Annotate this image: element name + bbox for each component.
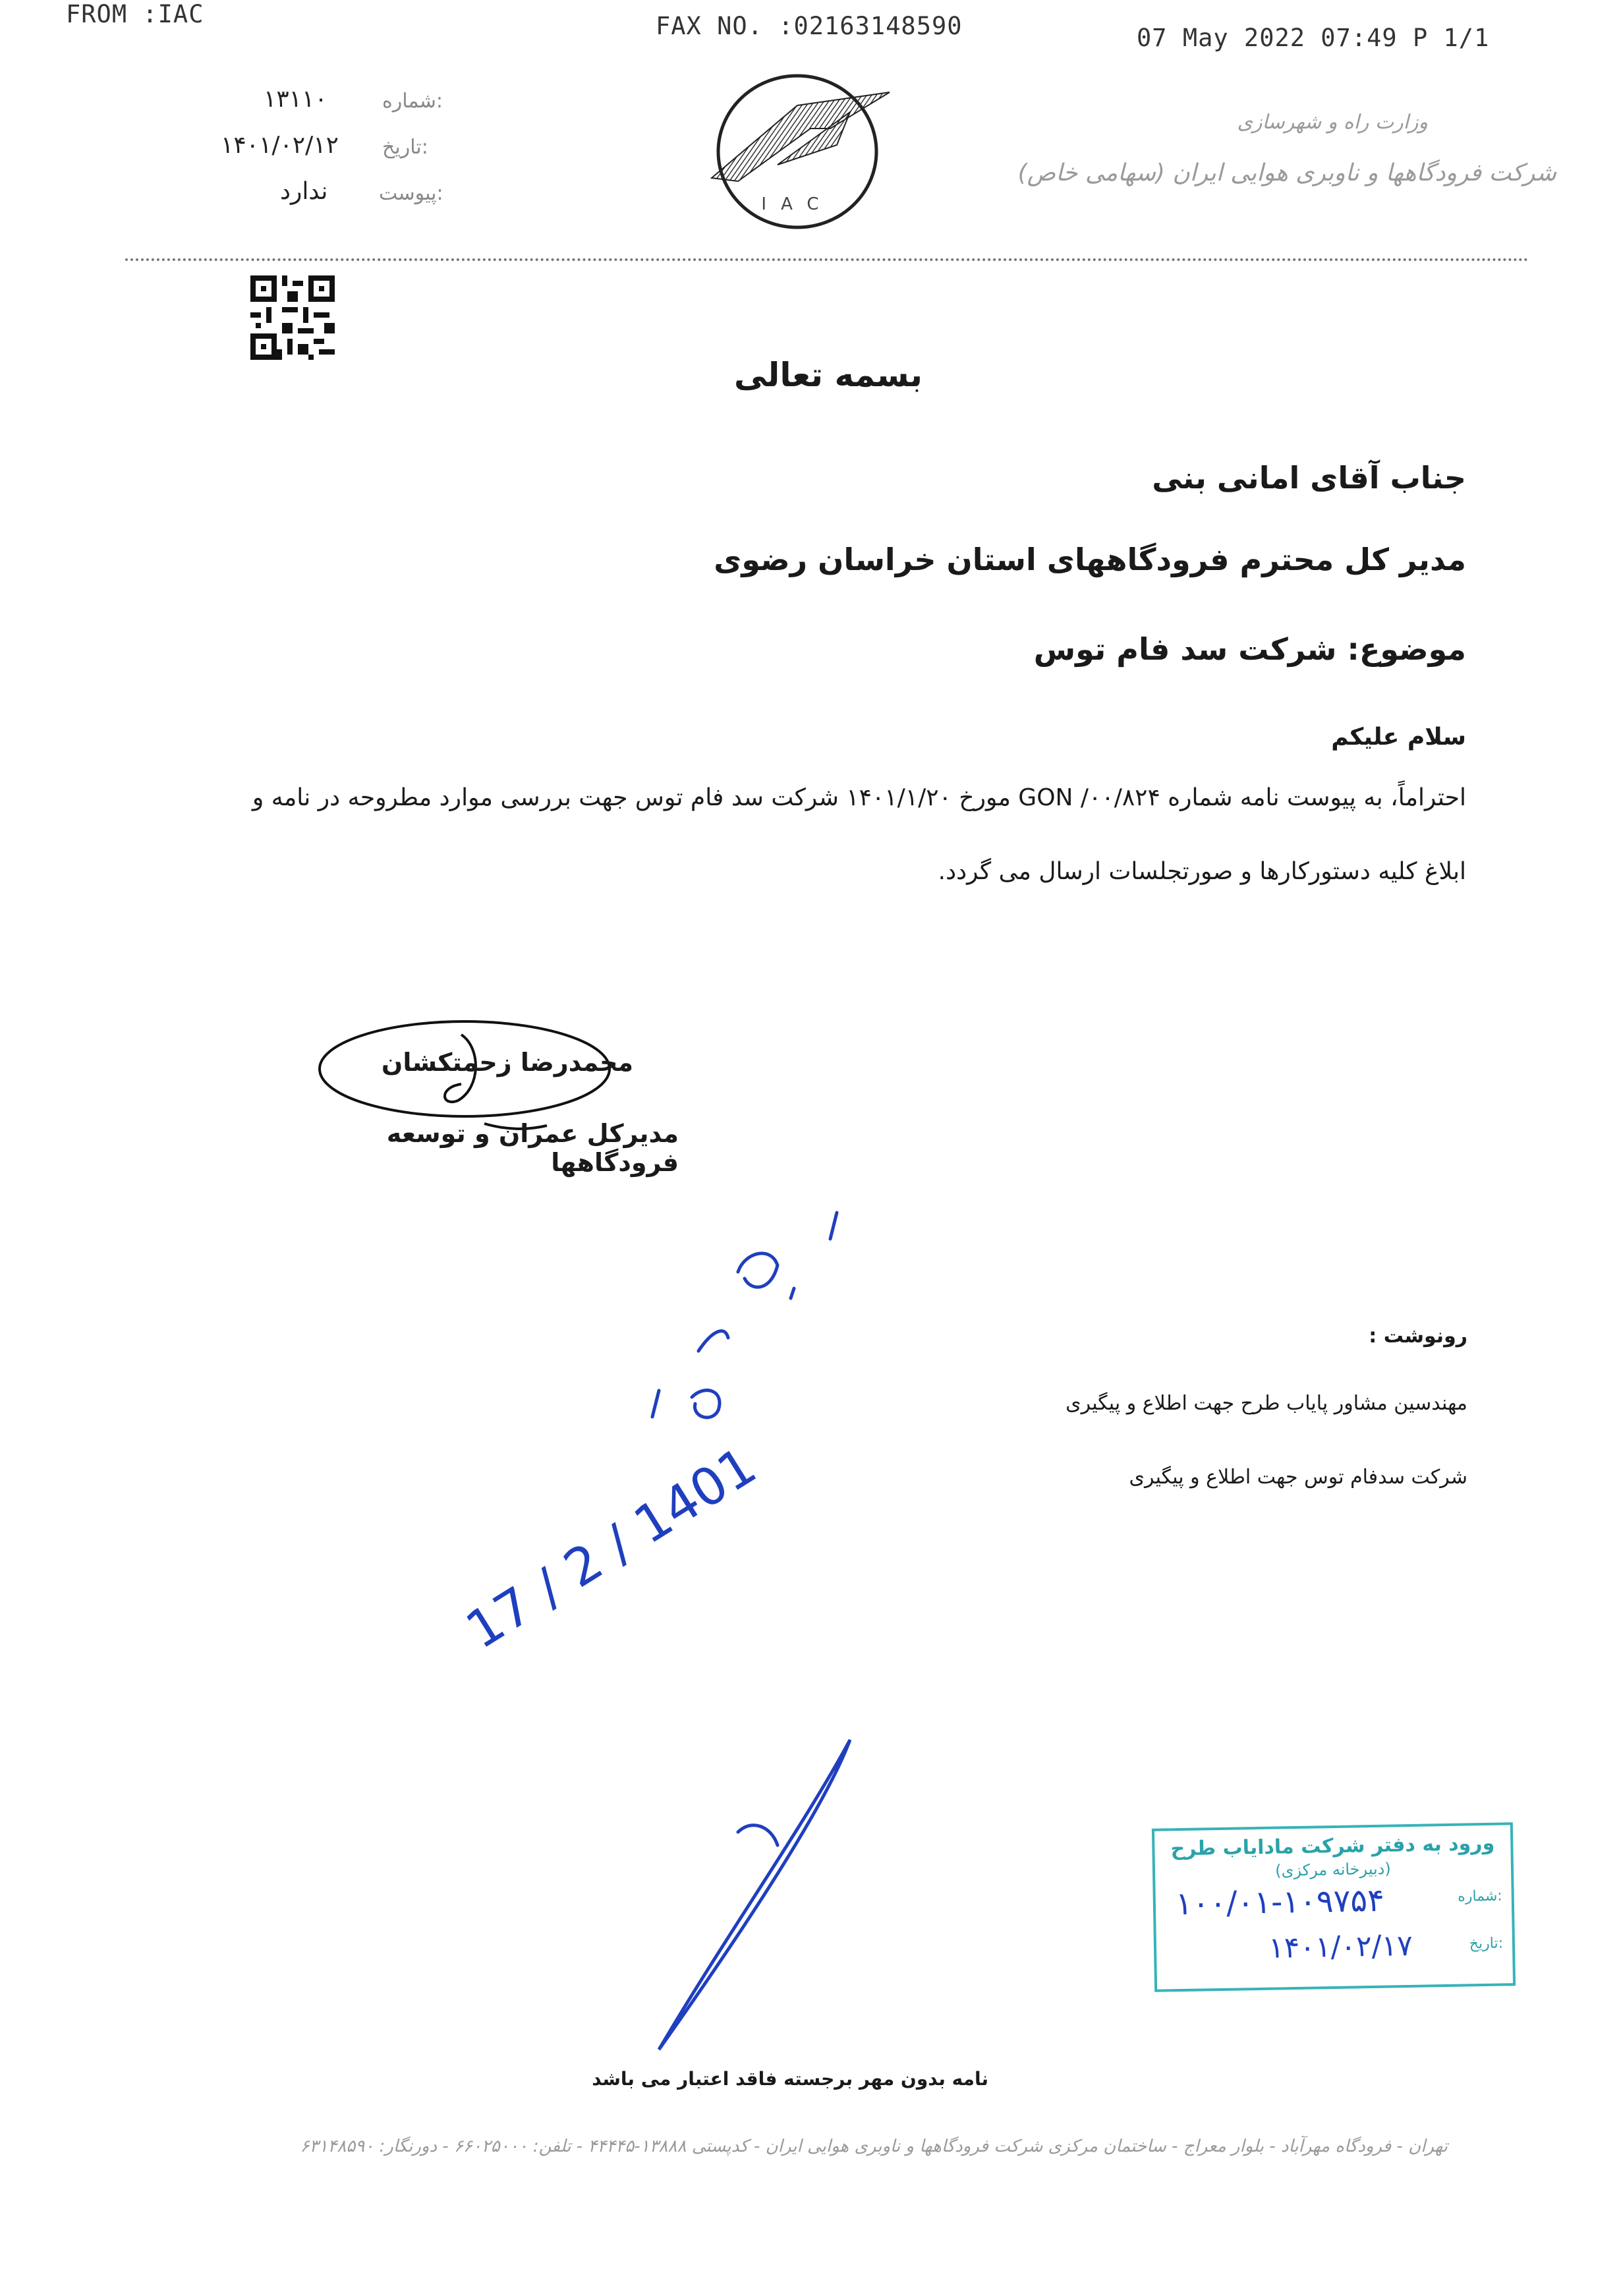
bismillah: بسمه تعالی <box>733 356 923 394</box>
meta-number-value: ۱۳۱۱۰ <box>264 86 327 113</box>
ministry-name: وزارت راه و شهرسازی <box>1237 111 1428 134</box>
greeting: سلام علیکم <box>1331 724 1466 751</box>
signer-name: محمدرضا زحمتکشان <box>381 1048 634 1077</box>
signer-title: مدیرکل عمران و توسعه فرودگاهها <box>386 1119 679 1177</box>
body-line-2: ابلاغ کلیه دستورکارها و صورتجلسات ارسال می گردد. <box>938 858 1466 885</box>
body-line-1: احتراماً، به پیوست نامه شماره GON /۰۰/۸۲۴ مورخ ۱۴۰۱/۱/۲۰ شرکت سد فام توس جهت بررسی موارد مطروحه در نامه و <box>252 784 1466 811</box>
recipient-name: جناب آقای امانی بنی <box>1152 460 1466 496</box>
letter-meta <box>217 86 468 224</box>
cc-item-1: مهندسین مشاور پایاب طرح جهت اطلاع و پیگیری <box>1065 1392 1467 1415</box>
footer-notice: نامه بدون مهر برجسته فاقد اعتبار می باشد <box>592 2068 988 2090</box>
fax-from: FROM :IAC <box>66 0 204 28</box>
meta-attachment-value: ندارد <box>280 178 328 205</box>
cc-heading: رونوشت : <box>1369 1325 1467 1348</box>
stamp-date-value: ۱۴۰۱/۰۲/۱۷ <box>1268 1928 1413 1965</box>
stamp-title: ورود به دفتر شرکت مادایاب طرح <box>1170 1831 1495 1861</box>
letter-subject: موضوع: شرکت سد فام توس <box>1033 631 1466 667</box>
handwritten-date: 17 / 2 / 1401 <box>456 1436 767 1661</box>
airport-company-logo <box>698 66 896 237</box>
meta-number-label: شماره: <box>382 90 443 113</box>
logo-label: IAC <box>761 194 834 214</box>
fax-number: FAX NO. :02163148590 <box>656 12 963 40</box>
meta-attachment-label: پیوست: <box>379 182 443 205</box>
cc-item-2: شرکت سدفام توس جهت اطلاع و پیگیری <box>1129 1466 1467 1489</box>
stamp-number-value: ۱۰۰/۰۱-۱۰۹۷۵۴ <box>1175 1881 1385 1923</box>
recipient-title: مدیر کل محترم فرودگاههای استان خراسان رضوی <box>714 542 1466 577</box>
stamp-date-label: تاریخ: <box>1469 1935 1504 1953</box>
fax-datetime: 07 May 2022 07:49 P 1/1 <box>1137 24 1490 52</box>
stamp-number-label: شماره: <box>1458 1887 1502 1905</box>
meta-date-label: تاریخ: <box>382 136 428 159</box>
receipt-stamp <box>1152 1822 1516 1992</box>
footer-address: تهران - فرودگاه مهرآباد - بلوار معراج - ساختمان مرکزی شرکت فرودگاهها و ناوبری هوایی ایران - کدپستی ۱۳۸۸۸-۴۴۴۴۵ - تلفن: ۶۶۰۲۵۰۰۰ - دورنگار: ۶۳۱۴۸۵۹۰ <box>300 2137 1448 2156</box>
qr-code <box>250 275 335 360</box>
company-name: شرکت فرودگاهها و ناوبری هوایی ایران (سهامی خاص) <box>1017 159 1556 187</box>
meta-date-value: ۱۴۰۱/۰۲/۱۲ <box>221 132 339 159</box>
header-divider <box>125 258 1529 261</box>
stamp-subtitle: (دبیرخانه مرکزی) <box>1275 1859 1391 1880</box>
